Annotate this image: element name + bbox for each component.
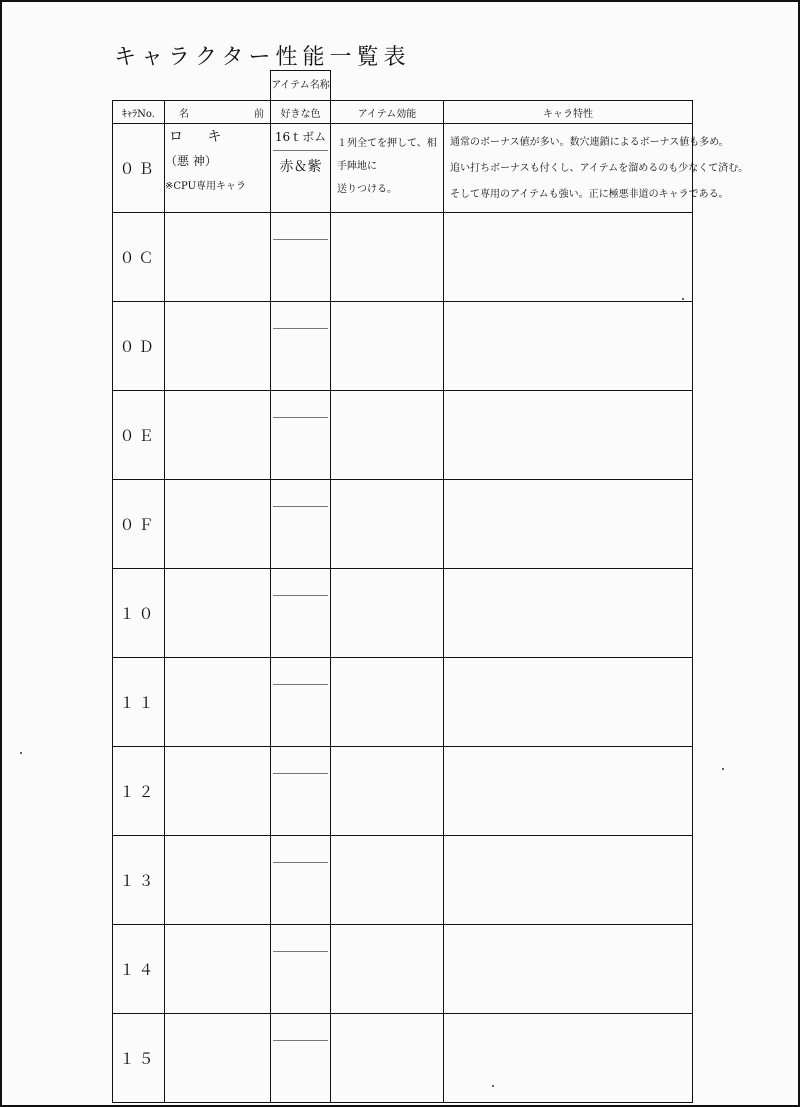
divider — [273, 328, 328, 329]
effect-cell — [331, 658, 444, 747]
table-row — [113, 1014, 693, 1103]
table-header-row — [113, 101, 693, 124]
effect-cell — [331, 124, 444, 213]
char-alias: （悪 神） — [165, 154, 217, 168]
char-no-cell: ０Ｃ — [113, 213, 165, 302]
divider — [273, 150, 328, 151]
item-cell — [271, 302, 331, 391]
header-item-effect: アイテム効能 — [331, 101, 444, 124]
divider — [273, 239, 328, 240]
item-cell — [271, 747, 331, 836]
item-cell — [271, 213, 331, 302]
trait-cell — [444, 1014, 693, 1103]
table-row — [113, 569, 693, 658]
table-row — [113, 124, 693, 213]
trait-line: そして専用のアイテムも強い。正に極悪非道のキャラである。 — [450, 189, 729, 200]
char-no-cell: １０ — [113, 569, 165, 658]
divider — [273, 1040, 328, 1041]
header-char-no: ｷｬﾗNo. — [113, 101, 165, 124]
table-row — [113, 391, 693, 480]
name-cell — [165, 391, 271, 480]
divider — [273, 506, 328, 507]
item-cell — [271, 925, 331, 1014]
trait-cell — [444, 658, 693, 747]
char-no-cell: ０Ｅ — [113, 391, 165, 480]
header-name-right: 前 — [254, 108, 264, 120]
trait-cell — [444, 391, 693, 480]
trait-cell — [444, 302, 693, 391]
name-cell — [165, 836, 271, 925]
trait-cell — [444, 925, 693, 1014]
item-cell — [271, 480, 331, 569]
name-cell — [165, 213, 271, 302]
character-table — [112, 100, 749, 1103]
table-row — [113, 480, 693, 569]
item-cell — [271, 836, 331, 925]
speck — [722, 768, 724, 770]
trait-cell — [444, 213, 693, 302]
char-name: ロ キ — [169, 129, 232, 145]
effect-cell — [331, 836, 444, 925]
char-note: ※CPU専用キャラ — [165, 181, 247, 192]
header-char-traits: キャラ特性 — [444, 101, 693, 124]
effect-cell — [331, 569, 444, 658]
char-no-cell: １３ — [113, 836, 165, 925]
name-cell — [165, 747, 271, 836]
effect-cell — [331, 925, 444, 1014]
table-row — [113, 836, 693, 925]
char-no-cell: ０Ｂ — [113, 124, 165, 213]
fav-color: 赤＆紫 — [279, 159, 322, 175]
divider — [273, 417, 328, 418]
divider — [273, 595, 328, 596]
trait-cell — [444, 836, 693, 925]
item-cell — [271, 1014, 331, 1103]
header-name-left: 名 — [179, 108, 189, 120]
divider — [273, 684, 328, 685]
char-no-cell: １５ — [113, 1014, 165, 1103]
speck — [492, 1085, 494, 1087]
trait-line: 追い打ちボーナスも付くし、アイテムを溜めるのも少なくて済む。 — [450, 163, 749, 174]
char-no-cell: ０Ｆ — [113, 480, 165, 569]
name-cell — [165, 658, 271, 747]
char-no-cell: ０Ｄ — [113, 302, 165, 391]
name-cell — [165, 1014, 271, 1103]
trait-cell — [444, 569, 693, 658]
name-cell — [165, 302, 271, 391]
divider — [273, 951, 328, 952]
table-row — [113, 213, 693, 302]
name-cell — [165, 569, 271, 658]
item-name: 16ｔボム — [274, 130, 327, 144]
effect-cell — [331, 213, 444, 302]
name-cell — [165, 480, 271, 569]
effect-cell — [331, 302, 444, 391]
table-row — [113, 925, 693, 1014]
name-cell — [165, 124, 271, 213]
item-name-header: アイテム名称 — [270, 70, 331, 101]
item-cell — [271, 391, 331, 480]
effect-cell — [331, 391, 444, 480]
trait-cell — [444, 124, 749, 213]
effect-cell — [331, 747, 444, 836]
char-no-cell: １４ — [113, 925, 165, 1014]
item-cell — [271, 658, 331, 747]
table-row — [113, 747, 693, 836]
name-cell — [165, 925, 271, 1014]
page-title: キャラクター性能一覧表 — [114, 45, 411, 70]
char-no-cell: １２ — [113, 747, 165, 836]
header-fav-color: 好きな色 — [271, 101, 331, 124]
effect-line: 送りつける。 — [337, 184, 397, 195]
trait-cell — [444, 747, 693, 836]
char-no-cell: １１ — [113, 658, 165, 747]
item-cell — [271, 124, 331, 213]
effect-cell — [331, 480, 444, 569]
divider — [273, 773, 328, 774]
item-cell — [271, 569, 331, 658]
header-name — [165, 101, 271, 124]
effect-line: １列全てを押して、相手陣地に — [337, 138, 437, 172]
speck — [682, 298, 684, 300]
table-row — [113, 302, 693, 391]
trait-cell — [444, 480, 693, 569]
speck — [20, 752, 22, 754]
trait-line: 通常のボーナス値が多い。数穴連鎖によるボーナス値も多め。 — [450, 137, 729, 148]
table-row — [113, 658, 693, 747]
divider — [273, 862, 328, 863]
effect-cell — [331, 1014, 444, 1103]
